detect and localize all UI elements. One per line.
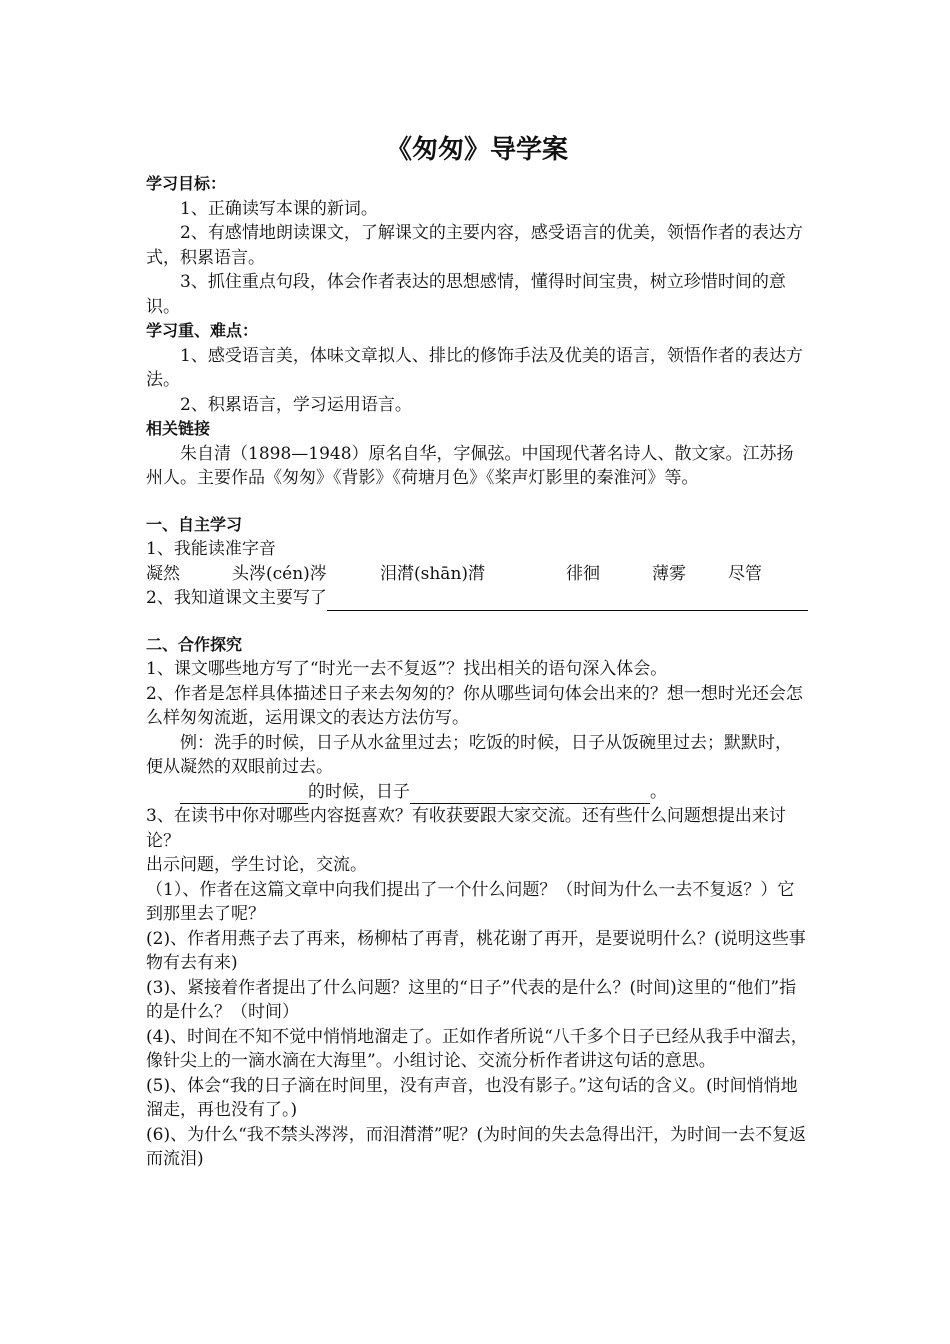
fill-blank-day[interactable] (410, 783, 650, 804)
discussion-item: (5)、体会“我的日子滴在时间里，没有声音，也没有影子。”这句话的含义。(时间悄悄地溜走，再也没有了。) (146, 1075, 798, 1120)
section2-q2: 2、作者是怎样具体描述日子来去匆匆的？你从哪些词句体会出来的？想一想时光还会怎么样匆匆流逝，运用课文的表达方法仿写。 (146, 683, 803, 728)
word-item: 泪潸(shān)潸 (380, 563, 486, 584)
goals-heading: 学习目标： (146, 174, 227, 193)
section1-q1: 1、我能读准字音 (146, 539, 276, 559)
discussion-item: (2)、作者用燕子去了再来，杨柳枯了再青，桃花谢了再开，是要说明什么？(说明这些事物有去有来) (146, 928, 806, 973)
discussion-item: (4)、时间在不知不觉中悄悄地溜走了。正如作者所说“八千多个日子已经从我手中溜去，像针尖上的一滴水滴在大海里”。小组讨论、交流分析作者讲这句话的意思。 (146, 1026, 808, 1071)
goal-item: 3、抓住重点句段，体会作者表达的思想感情，懂得时间宝贵，树立珍惜时间的意识。 (146, 272, 786, 317)
key-point-item: 1、感受语言美，体味文章拟人、排比的修饰手法及优美的语言，领悟作者的表达方法。 (146, 345, 803, 390)
summary-answer-blank[interactable] (327, 590, 808, 611)
summary-row (146, 586, 808, 611)
links-text: 朱自清（1898—1948）原名自华，字佩弦。中国现代著名诗人、散文家。江苏扬州人。主要作品《匆匆》《背影》《荷塘月色》《桨声灯影里的秦淮河》等。 (146, 443, 794, 488)
key-points-heading: 学习重、难点： (146, 321, 259, 340)
key-point-item: 2、积累语言，学习运用语言。 (180, 394, 412, 415)
section2-q1: 1、课文哪些地方写了“时光一去不复返”？找出相关的语句深入体会。 (146, 659, 668, 679)
word-item: 薄雾 (652, 563, 686, 584)
goal-item: 1、正确读写本课的新词。 (180, 198, 378, 219)
links-heading: 相关链接 (146, 419, 211, 438)
section1-heading: 一、自主学习 (146, 514, 243, 534)
discussion-item: （1）、作者在这篇文章中向我们提出了一个什么问题？（时间为什么一去不复返？）它到那里去了呢？ (146, 879, 795, 924)
fill-in-row (146, 780, 808, 805)
word-item: 凝然 (146, 563, 180, 584)
fill-mid-text: 的时候，日子 (308, 781, 410, 802)
section2-heading: 二、合作探究 (146, 634, 243, 654)
pronunciation-words (146, 562, 808, 587)
word-item: 徘徊 (566, 563, 600, 584)
word-item: 尽管 (728, 563, 762, 584)
section2-q3: 3、在读书中你对哪些内容挺喜欢？有收获要跟大家交流。还有些什么问题想提出来讨论？ (146, 806, 786, 851)
example-text: 例：洗手的时候，日子从水盆里过去；吃饭的时候，日子从饭碗里过去；默默时，便从凝然的双眼前过去。 (146, 732, 792, 777)
goal-item: 2、有感情地朗读课文，了解课文的主要内容，感受语言的优美，领悟作者的表达方式，积累语言。 (146, 223, 803, 268)
fill-end-text: 。 (650, 781, 667, 802)
discussion-item: (3)、紧接着作者提出了什么问题？这里的“日子”代表的是什么？(时间)这里的“他们”指的是什么？（时间） (146, 977, 797, 1022)
fill-blank-time[interactable] (180, 783, 308, 804)
word-item: 头涔(cén)涔 (232, 563, 327, 584)
discussion-item: (6)、为什么“我不禁头涔涔，而泪潸潸”呢？(为时间的失去急得出汗，为时间一去不复返而流泪) (146, 1124, 807, 1169)
document-page (146, 130, 808, 1172)
discussion-intro: 出示问题，学生讨论，交流。 (146, 855, 367, 875)
section1-q2: 2、我知道课文主要写了 (146, 588, 327, 608)
page-title: 《匆匆》导学案 (385, 135, 568, 165)
